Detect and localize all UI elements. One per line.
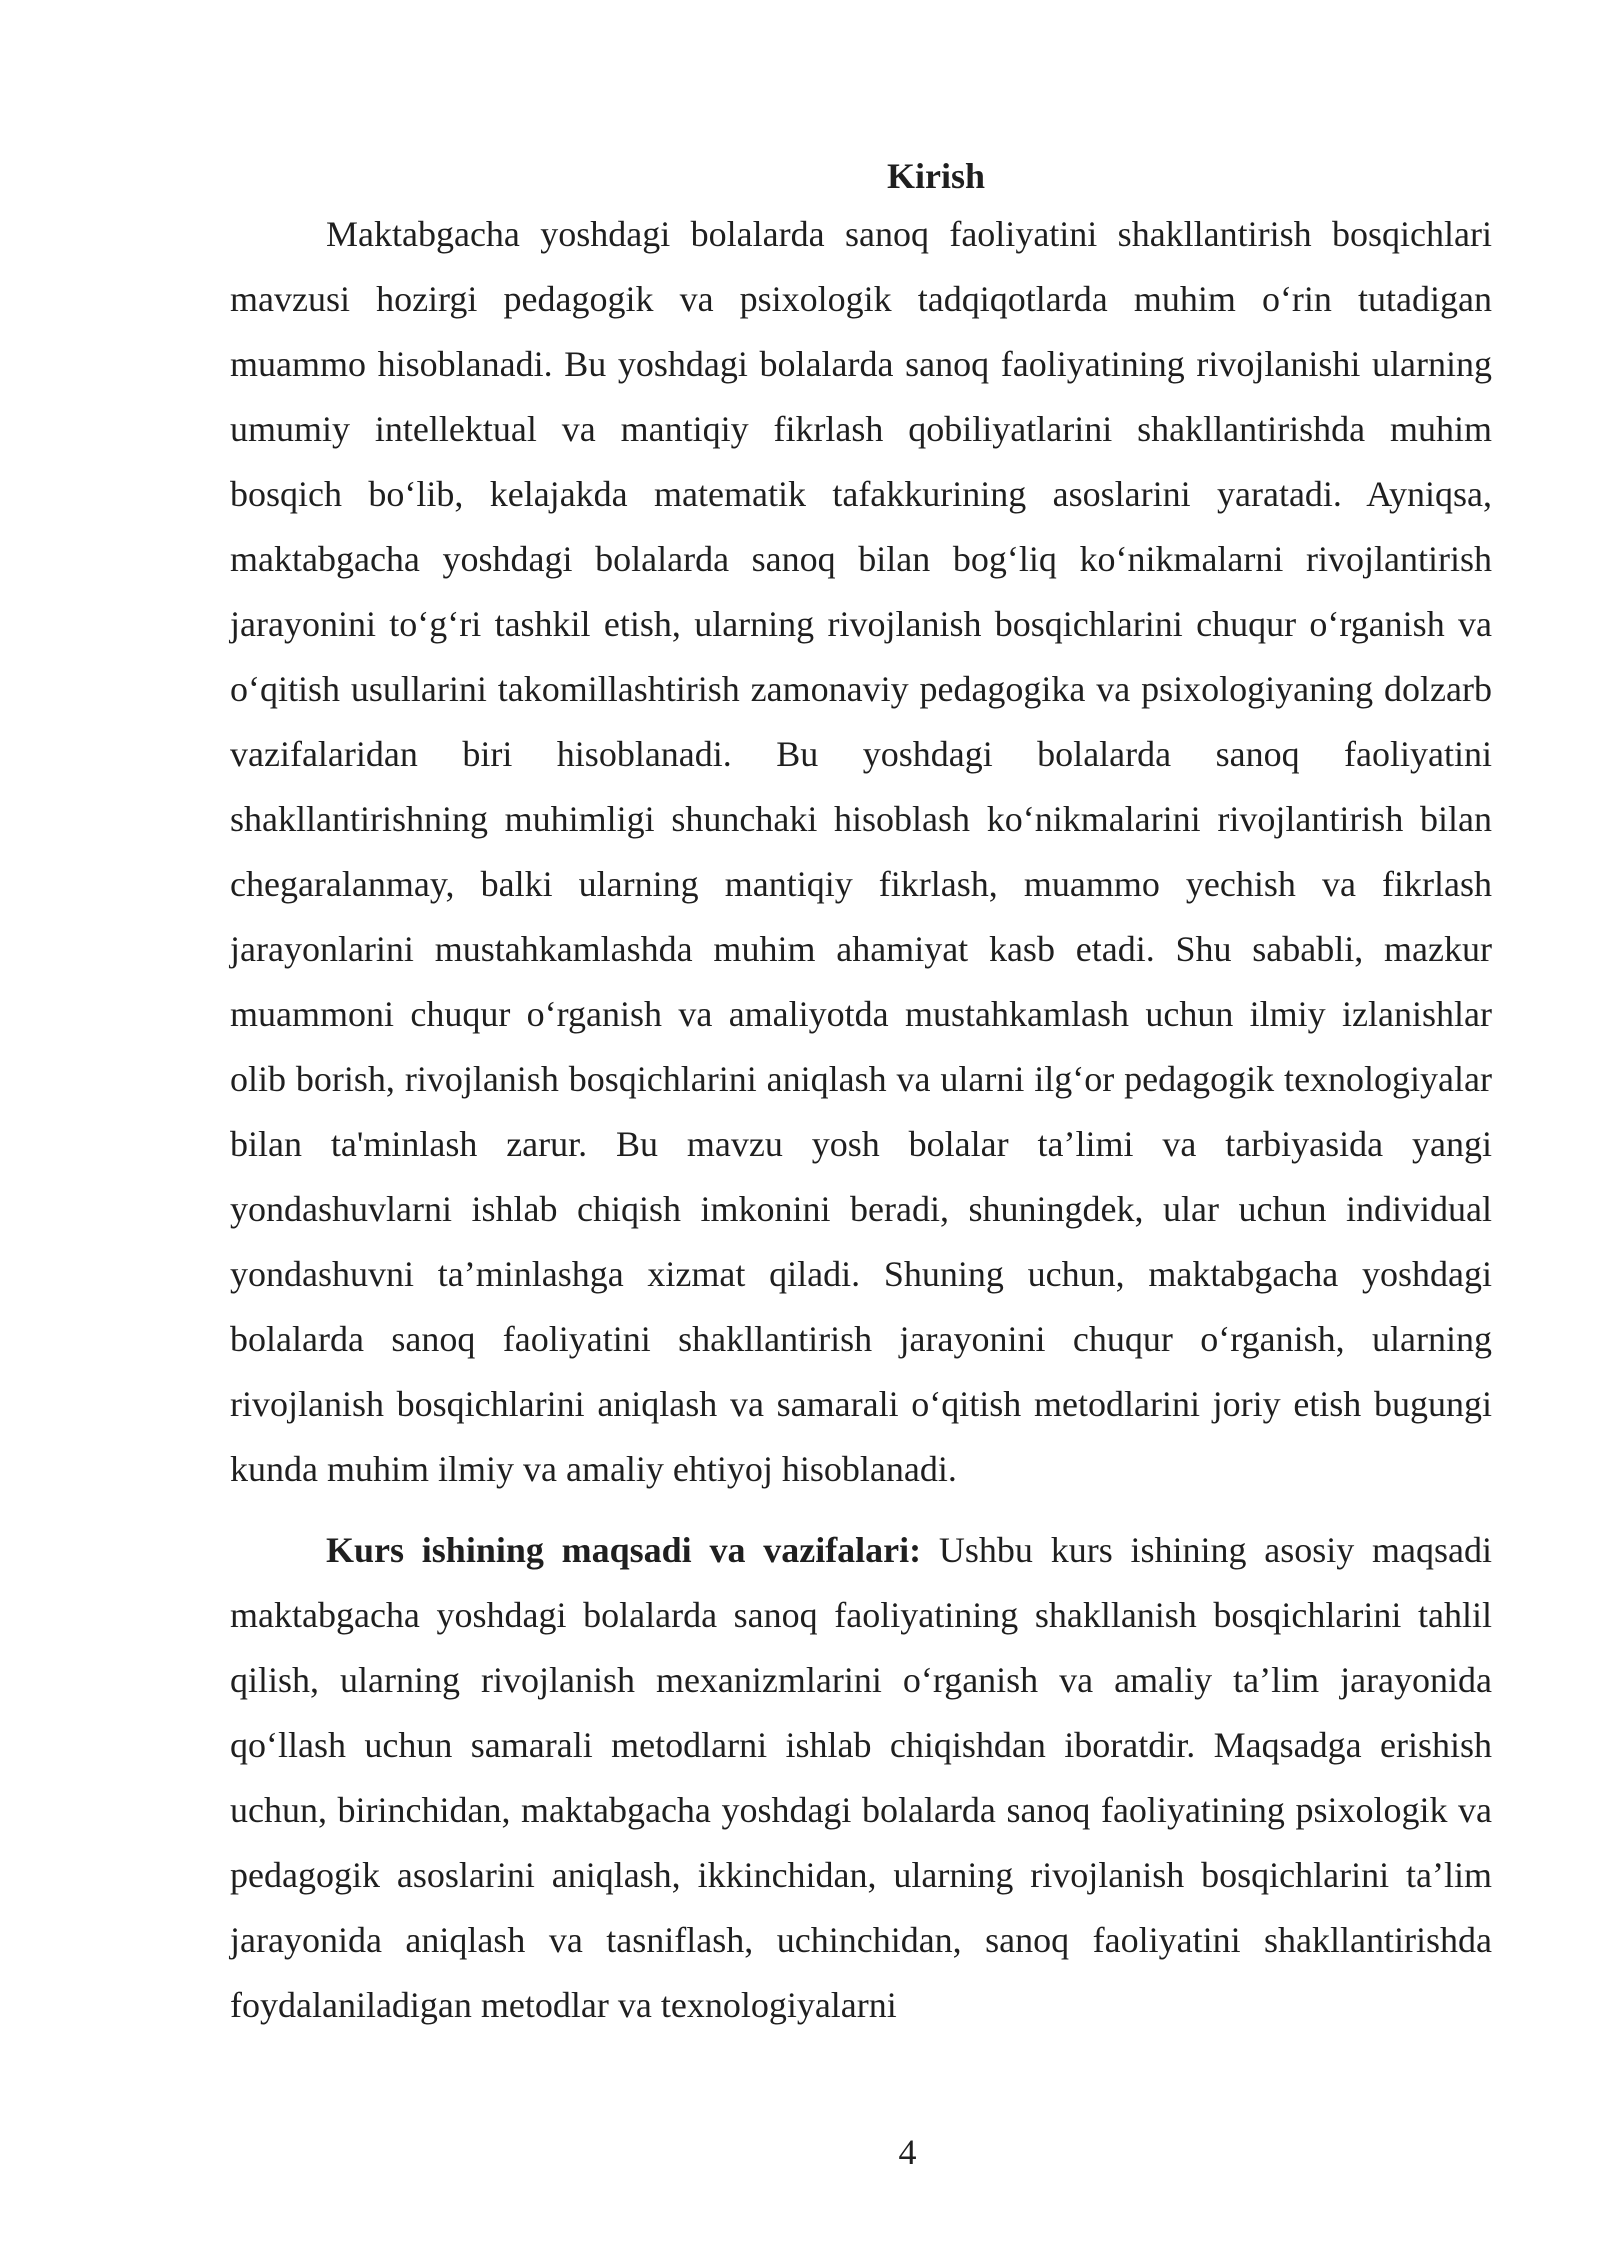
goals-paragraph [230, 1518, 1492, 2038]
paragraph-text: Maktabgacha yoshdagi bolalarda sanoq faoliyatini shakllantirish bosqichlari mavzusi hozirgi pedagogik va psixologik tadqiqotlarda muhim o‘rin tutadigan muammo hisoblanadi. Bu yoshdagi bolalarda sanoq faoliyatining rivojlanishi ularning umumiy intellektual va mantiqiy fikrlash qobiliyatlarini shakllantirishda muhim bosqich bo‘lib, kelajakda matematik tafakkurining asoslarini yaratadi. Ayniqsa, maktabgacha yoshdagi bolalarda sanoq bilan bog‘liq ko‘nikmalarni rivojlantirish jarayonini to‘g‘ri tashkil etish, ularning rivojlanish bosqichlarini chuqur o‘rganish va o‘qitish usullarini takomillashtirish zamonaviy pedagogika va psixologiyaning dolzarb vazifalaridan biri hisoblanadi. Bu yoshdagi bolalarda sanoq faoliyatini shakllantirishning muhimligi shunchaki hisoblash ko‘nikmalarini rivojlantirish bilan chegaralanmay, balki ularning mantiqiy fikrlash, muammo yechish va fikrlash jarayonlarini mustahkamlashda muhim ahamiyat kasb etadi. Shu sababli, mazkur muammoni chuqur o‘rganish va amaliyotda mustahkamlash uchun ilmiy izlanishlar olib borish, rivojlanish bosqichlarini aniqlash va ularni ilg‘or pedagogik texnologiyalar bilan ta'minlash zarur. Bu mavzu yosh bolalar ta’limi va tarbiyasida yangi yondashuvlarni ishlab chiqish imkonini beradi, shuningdek, ular uchun individual yondashuvni ta’minlashga xizmat qiladi. Shuning uchun, maktabgacha yoshdagi bolalarda sanoq faoliyatini shakllantirish jarayonini chuqur o‘rganish, ularning rivojlanish bosqichlarini aniqlash va samarali o‘qitish metodlarini joriy etish bugungi kunda muhim ilmiy va amaliy ehtiyoj hisoblanadi. [230, 214, 1492, 1489]
document-page [230, 150, 1492, 2038]
paragraph-lead: Kurs ishining maqsadi va vazifalari: [326, 1530, 922, 1570]
page-number: 4 [898, 2132, 917, 2172]
intro-paragraph [230, 202, 1492, 1502]
paragraph-text: Ushbu kurs ishining asosiy maqsadi maktabgacha yoshdagi bolalarda sanoq faoliyatining shakllanish bosqichlarini tahlil qilish, ularning rivojlanish mexanizmlarini o‘rganish va amaliy ta’lim jarayonida qo‘llash uchun samarali metodlarni ishlab chiqishdan iboratdir. Maqsadga erishish uchun, birinchidan, maktabgacha yoshdagi bolalarda sanoq faoliyatining psixologik va pedagogik asoslarini aniqlash, ikkinchidan, ularning rivojlanish bosqichlarini ta’lim jarayonida aniqlash va tasniflash, uchinchidan, sanoq faoliyatini shakllantirishda foydalaniladigan metodlar va texnologiyalarni [230, 1530, 1492, 2025]
section-title: Kirish [886, 156, 985, 196]
